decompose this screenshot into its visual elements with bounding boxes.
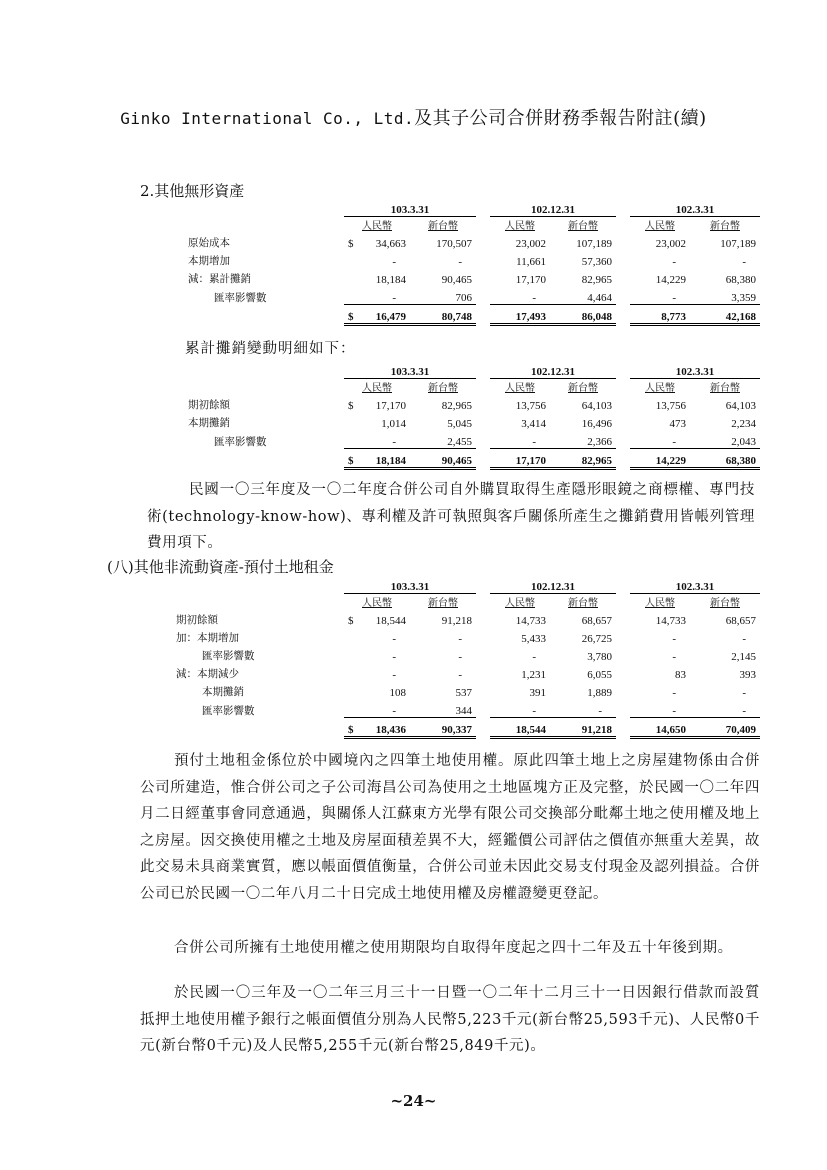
- table-row: [184, 412, 760, 430]
- table-row: [184, 394, 760, 412]
- cell-value: 26,725: [581, 633, 612, 645]
- column-spacer: [476, 449, 490, 469]
- amortization-rows: [184, 364, 760, 469]
- currency-ntd: 新台幣: [428, 598, 458, 609]
- column-spacer: [476, 430, 490, 449]
- header-spacer: [184, 379, 344, 395]
- currency-header-row: [184, 379, 760, 395]
- column-spacer: [476, 394, 490, 412]
- currency-rmb: 人民幣: [505, 383, 535, 394]
- cell-value: 8,773: [630, 305, 690, 325]
- header-spacer: [184, 202, 344, 217]
- cell-value: 393: [739, 669, 756, 681]
- currency-symbol: [344, 268, 354, 286]
- cell-value: 17,170: [375, 400, 406, 412]
- currency-rmb: 人民幣: [362, 383, 392, 394]
- currency-rmb: 人民幣: [505, 598, 535, 609]
- header-spacer: [172, 594, 344, 610]
- cell-value: -: [672, 687, 676, 699]
- period-header-row: [184, 202, 760, 217]
- cell-value: 6,055: [587, 669, 612, 681]
- cell-value: 82,965: [581, 274, 612, 286]
- column-spacer: [616, 449, 630, 469]
- column-spacer: [476, 232, 490, 250]
- period-header: 103.3.31: [344, 364, 476, 379]
- paragraph-trademark: 民國一〇三年度及一〇二年度合併公司自外購買取得生產隱形眼鏡之商標權、專門技術(technology-know-how)、專利權及許可執照與客戶關係所產生之攤銷費用皆帳列管理費用項下。: [147, 482, 755, 551]
- column-spacer: [616, 663, 630, 681]
- column-spacer: [476, 663, 490, 681]
- currency-symbol: [344, 412, 354, 430]
- period-header: 103.3.31: [344, 579, 476, 594]
- cell-value: 2,234: [731, 418, 756, 430]
- cell-value: 18,184: [375, 274, 406, 286]
- cell-value: 1,231: [521, 669, 546, 681]
- currency-rmb: 人民幣: [645, 598, 675, 609]
- cell-value: 1,889: [587, 687, 612, 699]
- column-spacer: [476, 379, 490, 395]
- cell-value: 16,479: [354, 305, 410, 325]
- column-spacer: [616, 364, 630, 379]
- section-8-title: (八)其他非流動資產-預付土地租金: [107, 558, 334, 576]
- cell-value: -: [392, 669, 396, 681]
- cell-value: -: [392, 256, 396, 268]
- paragraph-land-term: 合併公司所擁有土地使用權之使用期限均自取得年度起之四十二年及五十年後到期。: [174, 940, 733, 956]
- intangible-assets-rows: [184, 202, 760, 325]
- column-spacer: [476, 699, 490, 718]
- row-label: 本期增加: [188, 255, 230, 267]
- period-header: 102.3.31: [630, 579, 760, 594]
- column-spacer: [616, 412, 630, 430]
- header-spacer: [184, 364, 344, 379]
- row-label: 匯率影響數: [202, 650, 255, 662]
- column-spacer: [616, 645, 630, 663]
- row-label: 減：本期減少: [176, 668, 239, 680]
- cell-value: -: [458, 669, 462, 681]
- intangible-assets-table: [184, 202, 760, 326]
- cell-value: -: [672, 633, 676, 645]
- row-label: 匯率影響數: [202, 704, 255, 717]
- table-row: [184, 430, 760, 449]
- page-number: ~24~: [390, 1092, 437, 1110]
- table-row: [184, 232, 760, 250]
- column-spacer: [616, 202, 630, 217]
- column-spacer: [616, 286, 630, 305]
- column-spacer: [616, 681, 630, 699]
- currency-symbol: [344, 286, 354, 305]
- currency-header-row: [184, 217, 760, 233]
- currency-ntd: 新台幣: [710, 383, 740, 394]
- column-spacer: [476, 681, 490, 699]
- cell-value: -: [672, 256, 676, 268]
- currency-symbol: [344, 699, 354, 718]
- period-header-row: [184, 364, 760, 379]
- cell-value: -: [458, 256, 462, 268]
- currency-ntd: 新台幣: [428, 383, 458, 394]
- column-spacer: [476, 718, 490, 738]
- total-row: [172, 718, 760, 738]
- row-label: 本期攤銷: [202, 686, 244, 698]
- cell-value: 14,229: [630, 449, 690, 469]
- currency-ntd: 新台幣: [568, 383, 598, 394]
- column-spacer: [476, 305, 490, 325]
- cell-value: 5,045: [447, 418, 472, 430]
- company-name: Ginko International Co., Ltd.: [120, 109, 415, 128]
- amortization-table: [184, 364, 760, 470]
- currency-header-row: [172, 594, 760, 610]
- row-label: 減：累計攤銷: [188, 273, 251, 285]
- cell-value: 90,465: [441, 274, 472, 286]
- cell-value: -: [392, 651, 396, 663]
- row-label: 期初餘額: [176, 614, 218, 626]
- row-label: 匯率影響數: [214, 291, 267, 304]
- cell-value: -: [742, 687, 746, 699]
- cell-value: 14,733: [655, 615, 686, 627]
- column-spacer: [616, 305, 630, 325]
- currency-ntd: 新台幣: [568, 221, 598, 232]
- cell-value: -: [458, 651, 462, 663]
- cell-value: 64,103: [725, 400, 756, 412]
- cell-value: 83: [675, 669, 686, 681]
- currency-rmb: 人民幣: [362, 221, 392, 232]
- currency-symbol: $: [348, 238, 354, 250]
- cell-value: 86,048: [550, 305, 616, 325]
- cell-value: 2,366: [550, 430, 616, 449]
- column-spacer: [476, 412, 490, 430]
- header-title: 及其子公司合併財務季報告附註(續): [414, 108, 707, 129]
- currency-rmb: 人民幣: [505, 221, 535, 232]
- table-row: [172, 681, 760, 699]
- cell-value: 91,218: [441, 615, 472, 627]
- column-spacer: [616, 217, 630, 233]
- cell-value: 706: [410, 286, 476, 305]
- table-row: [184, 268, 760, 286]
- column-spacer: [476, 286, 490, 305]
- currency-rmb: 人民幣: [362, 598, 392, 609]
- header-spacer: [184, 217, 344, 233]
- page-header: [0, 104, 827, 130]
- cell-value: 13,756: [655, 400, 686, 412]
- currency-symbol: $: [344, 718, 354, 738]
- amortization-subtitle: 累計攤銷變動明細如下：: [185, 341, 356, 357]
- currency-symbol: $: [348, 615, 354, 627]
- cell-value: 473: [669, 418, 686, 430]
- cell-value: 18,544: [490, 718, 550, 738]
- column-spacer: [476, 268, 490, 286]
- currency-symbol: [344, 430, 354, 449]
- cell-value: -: [354, 699, 410, 718]
- cell-value: 23,002: [515, 238, 546, 250]
- currency-ntd: 新台幣: [710, 598, 740, 609]
- column-spacer: [616, 718, 630, 738]
- cell-value: 3,359: [690, 286, 760, 305]
- row-label: 本期攤銷: [188, 417, 230, 429]
- column-spacer: [476, 202, 490, 217]
- column-spacer: [616, 579, 630, 594]
- column-spacer: [476, 627, 490, 645]
- cell-value: 18,436: [354, 718, 410, 738]
- row-label: 期初餘額: [188, 399, 230, 411]
- cell-value: 90,465: [410, 449, 476, 469]
- cell-value: 64,103: [581, 400, 612, 412]
- paragraph-pledge: 於民國一〇三年及一〇二年三月三十一日暨一〇二年十二月三十一日因銀行借款而設質抵押土地使用權予銀行之帳面價值分別為人民幣5,223千元(新台幣25,593千元)、人民幣0千元(新台幣0千元)及人民幣5,255千元(新台幣25,849千元)。: [140, 985, 760, 1054]
- cell-value: 17,493: [490, 305, 550, 325]
- currency-ntd: 新台幣: [568, 598, 598, 609]
- row-label: 加：本期增加: [176, 632, 239, 644]
- cell-value: -: [490, 430, 550, 449]
- currency-symbol: [344, 250, 354, 268]
- currency-symbol: $: [344, 449, 354, 469]
- cell-value: 68,657: [581, 615, 612, 627]
- cell-value: 68,380: [725, 274, 756, 286]
- column-spacer: [616, 250, 630, 268]
- column-spacer: [616, 430, 630, 449]
- column-spacer: [616, 594, 630, 610]
- column-spacer: [616, 394, 630, 412]
- cell-value: 80,748: [410, 305, 476, 325]
- cell-value: 391: [529, 687, 546, 699]
- cell-value: 13,756: [515, 400, 546, 412]
- cell-value: 90,337: [410, 718, 476, 738]
- row-label: [172, 718, 344, 738]
- cell-value: 42,168: [690, 305, 760, 325]
- currency-symbol: [344, 681, 354, 699]
- cell-value: 3,414: [521, 418, 546, 430]
- cell-value: 108: [389, 687, 406, 699]
- column-spacer: [476, 364, 490, 379]
- header-spacer: [172, 579, 344, 594]
- cell-value: 57,360: [581, 256, 612, 268]
- cell-value: 82,965: [550, 449, 616, 469]
- cell-value: 2,145: [731, 651, 756, 663]
- cell-value: 344: [410, 699, 476, 718]
- row-label: [184, 305, 344, 325]
- cell-value: 91,218: [550, 718, 616, 738]
- table-row: [172, 609, 760, 627]
- cell-value: -: [690, 699, 760, 718]
- cell-value: -: [354, 286, 410, 305]
- cell-value: -: [672, 651, 676, 663]
- cell-value: -: [458, 633, 462, 645]
- cell-value: 14,650: [630, 718, 690, 738]
- cell-value: -: [550, 699, 616, 718]
- paragraph-land-lease: 預付土地租金係位於中國境內之四筆土地使用權。原此四筆土地上之房屋建物係由合併公司所建造，惟合併公司之子公司海昌公司為使用之土地區塊方正及完整，於民國一〇二年四月二日經董事會同意通過，與關係人江蘇東方光學有限公司交換部分毗鄰土地之使用權及地上之房屋。因交換使用權之土地及房屋面積差異不大，經鑑價公司評估之價值亦無重大差異，故此交易未具商業實質，應以帳面價值衡量，合併公司並未因此交易支付現金及認列損益。合併公司已於民國一〇二年八月二十日完成土地使用權及房權證變更登記。: [140, 753, 760, 902]
- row-label: 原始成本: [188, 237, 230, 249]
- table-row: [184, 286, 760, 305]
- cell-value: 170,507: [436, 238, 472, 250]
- cell-value: 2,455: [410, 430, 476, 449]
- column-spacer: [616, 232, 630, 250]
- cell-value: 537: [455, 687, 472, 699]
- prepaid-land-table: [172, 579, 760, 739]
- cell-value: -: [392, 633, 396, 645]
- section-2-title: 2.其他無形資產: [140, 182, 245, 200]
- currency-symbol: $: [348, 400, 354, 412]
- cell-value: 17,170: [490, 449, 550, 469]
- table-row: [184, 250, 760, 268]
- period-header: 103.3.31: [344, 202, 476, 217]
- table-row: [172, 699, 760, 718]
- cell-value: 107,189: [720, 238, 756, 250]
- cell-value: 82,965: [441, 400, 472, 412]
- cell-value: 18,184: [354, 449, 410, 469]
- column-spacer: [476, 645, 490, 663]
- cell-value: -: [742, 256, 746, 268]
- cell-value: -: [490, 699, 550, 718]
- cell-value: 2,043: [690, 430, 760, 449]
- currency-symbol: [344, 627, 354, 645]
- cell-value: 3,780: [587, 651, 612, 663]
- table-row: [172, 627, 760, 645]
- cell-value: 70,409: [690, 718, 760, 738]
- cell-value: -: [630, 699, 690, 718]
- cell-value: 14,733: [515, 615, 546, 627]
- cell-value: 68,657: [725, 615, 756, 627]
- column-spacer: [616, 627, 630, 645]
- period-header: 102.3.31: [630, 202, 760, 217]
- period-header: 102.12.31: [490, 579, 616, 594]
- total-row: [184, 449, 760, 469]
- period-header: 102.12.31: [490, 202, 616, 217]
- column-spacer: [476, 217, 490, 233]
- cell-value: -: [490, 286, 550, 305]
- currency-ntd: 新台幣: [710, 221, 740, 232]
- column-spacer: [476, 579, 490, 594]
- column-spacer: [476, 594, 490, 610]
- total-row: [184, 305, 760, 325]
- currency-rmb: 人民幣: [645, 221, 675, 232]
- cell-value: -: [354, 430, 410, 449]
- cell-value: 18,544: [375, 615, 406, 627]
- row-label: [184, 449, 344, 469]
- currency-rmb: 人民幣: [645, 383, 675, 394]
- column-spacer: [616, 268, 630, 286]
- row-label: 匯率影響數: [214, 435, 267, 448]
- currency-symbol: [344, 645, 354, 663]
- column-spacer: [476, 609, 490, 627]
- period-header: 102.3.31: [630, 364, 760, 379]
- cell-value: 34,663: [375, 238, 406, 250]
- currency-symbol: [344, 663, 354, 681]
- column-spacer: [616, 379, 630, 395]
- cell-value: 11,661: [516, 256, 546, 268]
- cell-value: -: [742, 633, 746, 645]
- cell-value: -: [630, 430, 690, 449]
- period-header-row: [172, 579, 760, 594]
- cell-value: 16,496: [581, 418, 612, 430]
- cell-value: 4,464: [550, 286, 616, 305]
- table-row: [172, 663, 760, 681]
- cell-value: -: [630, 286, 690, 305]
- currency-ntd: 新台幣: [428, 221, 458, 232]
- cell-value: 107,189: [576, 238, 612, 250]
- table-row: [172, 645, 760, 663]
- currency-symbol: $: [344, 305, 354, 325]
- cell-value: 17,170: [515, 274, 546, 286]
- prepaid-land-rows: [172, 579, 760, 738]
- column-spacer: [616, 699, 630, 718]
- cell-value: 14,229: [655, 274, 686, 286]
- period-header: 102.12.31: [490, 364, 616, 379]
- column-spacer: [476, 250, 490, 268]
- cell-value: 23,002: [655, 238, 686, 250]
- column-spacer: [616, 609, 630, 627]
- cell-value: 1,014: [381, 418, 406, 430]
- cell-value: 5,433: [521, 633, 546, 645]
- cell-value: -: [532, 651, 536, 663]
- cell-value: 68,380: [690, 449, 760, 469]
